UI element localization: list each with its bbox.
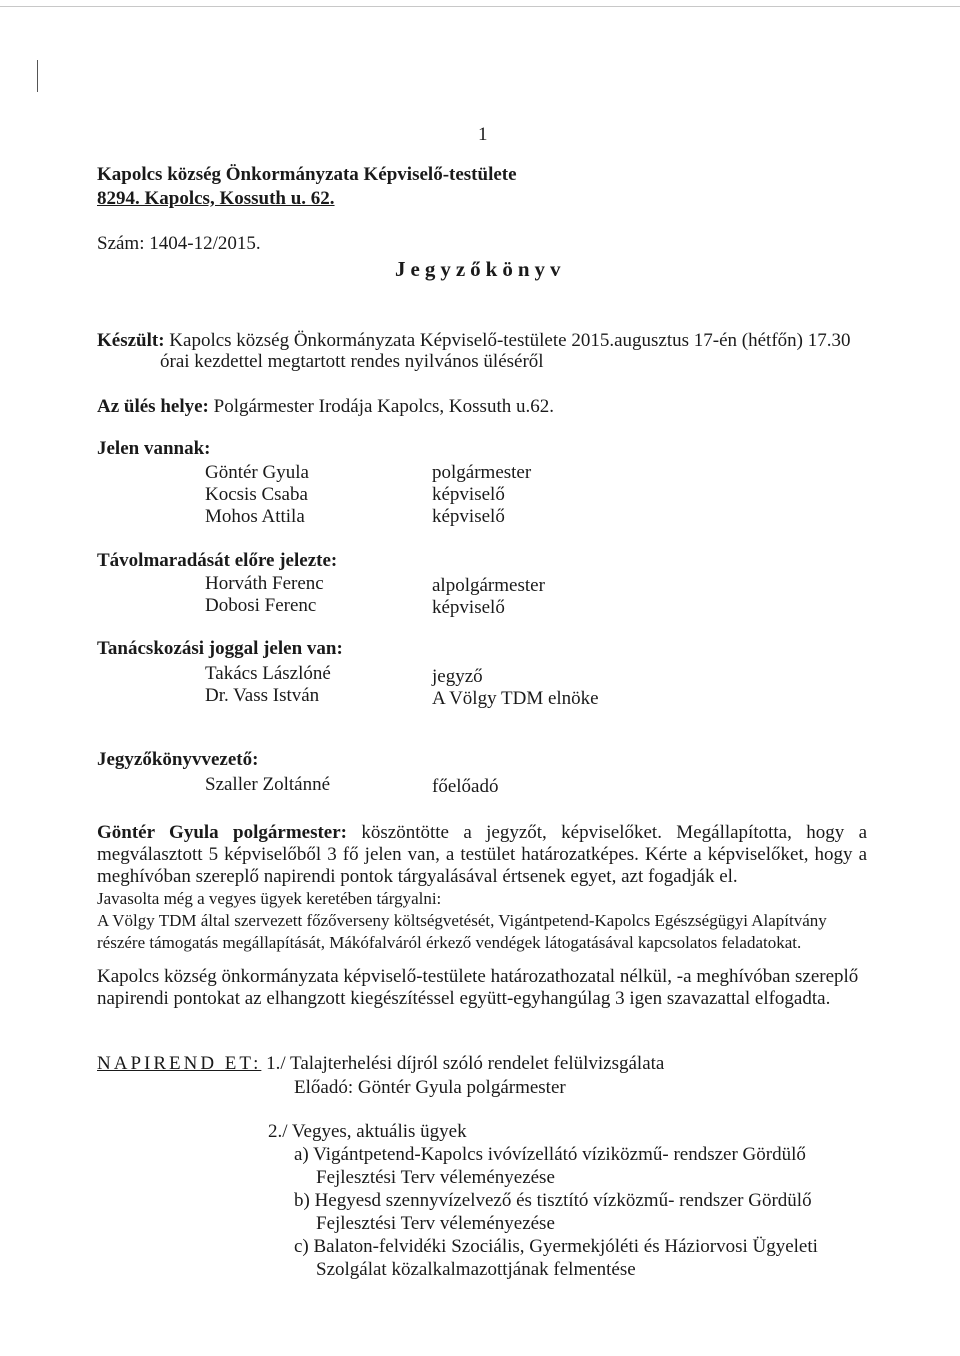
recorder-name: Szaller Zoltánné <box>205 774 331 795</box>
ules-helye-label: Az ülés helye: <box>97 396 209 417</box>
decision-line-1: Kapolcs község önkormányzata képviselő-testülete határozathozatal nélkül, -a meghívóban szereplő <box>97 966 859 987</box>
tanacskozasi-label: Tanácskozási joggal jelen van: <box>97 638 343 659</box>
document-number: Szám: 1404-12/2015. <box>97 233 261 254</box>
keszult-text-cont: órai kezdettel megtartott rendes nyilvános üléséről <box>160 351 544 372</box>
margin-pen-mark <box>37 60 38 92</box>
agenda-sub-c-cont: Szolgálat közalkalmazottjának felmentése <box>316 1259 636 1280</box>
header-institution: Kapolcs község Önkormányzata Képviselő-testülete <box>97 164 517 185</box>
absent-role: képviselő <box>432 597 505 618</box>
opening-line-4: Javasolta még a vegyes ügyek keretében tárgyalni: <box>97 889 442 908</box>
advisor-name: Dr. Vass István <box>205 685 320 706</box>
opening-text-1: köszöntötte a jegyzőt, képviselőket. Megállapította, hogy a <box>361 822 868 843</box>
decision-line-2: napirendi pontokat az elhangzott kiegészítéssel együtt-egyhangúlag 3 igen szavazattal elfogadta. <box>97 988 831 1009</box>
opening-paragraph <box>97 822 867 954</box>
decision-paragraph <box>97 966 867 1010</box>
agenda-sub-b-cont: Fejlesztési Terv véleményezése <box>316 1213 555 1234</box>
agenda-sub-b: b) Hegyesd szennyvízelvező és tisztító vízközmű- rendszer Gördülő <box>294 1190 812 1211</box>
advisor-name: Takács Lászlóné <box>205 663 331 684</box>
agenda-item-2: 2./ Vegyes, aktuális ügyek <box>268 1121 467 1142</box>
ules-helye-text: Polgármester Irodája Kapolcs, Kossuth u.62. <box>213 396 554 417</box>
ules-helye-line <box>97 396 554 418</box>
keszult-text: Kapolcs község Önkormányzata Képviselő-testülete 2015.augusztus 17-én (hétfőn) 17.30 <box>169 330 851 351</box>
page-number: 1 <box>478 124 488 145</box>
absent-name: Dobosi Ferenc <box>205 595 317 616</box>
opening-speaker: Göntér Gyula polgármester: <box>97 822 347 843</box>
agenda-sub-c: c) Balaton-felvidéki Szociális, Gyermekjóléti és Háziorvosi Ügyeleti <box>294 1236 818 1257</box>
attendee-name: Mohos Attila <box>205 506 305 527</box>
absent-name: Horváth Ferenc <box>205 573 324 594</box>
agenda-item-1: 1./ Talajterhelési díjról szóló rendelet felülvizsgálata <box>266 1053 665 1074</box>
agenda-label: NAPIREND ET: <box>97 1053 262 1074</box>
keszult-line <box>97 330 850 352</box>
agenda-item-1-presenter: Előadó: Göntér Gyula polgármester <box>294 1077 566 1098</box>
tavolmaradas-label: Távolmaradását előre jelezte: <box>97 550 338 571</box>
advisor-role: jegyző <box>432 666 483 687</box>
opening-line-5: A Völgy TDM által szervezett főzőverseny költségvetését, Vigántpetend-Kapolcs Egészségügyi Alapítvány <box>97 911 827 930</box>
attendee-name: Göntér Gyula <box>205 462 309 483</box>
attendee-role: képviselő <box>432 484 505 505</box>
absent-role: alpolgármester <box>432 575 545 596</box>
advisor-role: A Völgy TDM elnöke <box>432 688 599 709</box>
document-title: Jegyzőkönyv <box>395 257 566 281</box>
jegyzokonyvvezeto-label: Jegyzőkönyvvezető: <box>97 749 259 770</box>
agenda-first-line <box>97 1053 664 1075</box>
opening-line-2: megválasztott 5 képviselőből 3 fő jelen van, a testület határozatképes. Kérte a képviselőket, hogy a <box>97 844 867 865</box>
agenda-sub-a-cont: Fejlesztési Terv véleményezése <box>316 1167 555 1188</box>
opening-line-1 <box>97 822 867 844</box>
opening-line-3: meghívóban szereplő napirendi pontok tárgyalásával értsenek egyet, azt fogadják el. <box>97 866 738 887</box>
opening-line-6: részére támogatás megállapítását, Mákófalváról érkező vendégek látogatásával kapcsolatos feladatokat. <box>97 933 802 952</box>
scan-top-edge <box>0 6 960 7</box>
keszult-label: Készült: <box>97 330 165 351</box>
header-address: 8294. Kapolcs, Kossuth u. 62. <box>97 188 335 209</box>
agenda-sub-a: a) Vigántpetend-Kapolcs ivóvízellátó víziközmű- rendszer Gördülő <box>294 1144 806 1165</box>
attendee-role: polgármester <box>432 462 532 483</box>
attendee-role: képviselő <box>432 506 505 527</box>
recorder-role: főelőadó <box>432 776 499 797</box>
attendee-name: Kocsis Csaba <box>205 484 308 505</box>
jelen-vannak-label: Jelen vannak: <box>97 438 211 459</box>
